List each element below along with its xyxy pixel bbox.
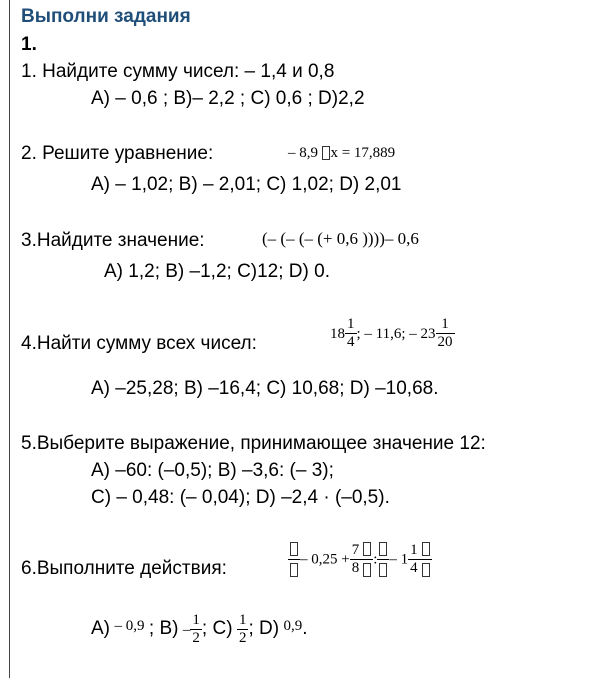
fraction: $\frac{1}{4}$ xyxy=(347,316,355,351)
fraction: $\frac{1}{4}$ xyxy=(410,541,418,576)
answers-4: A) –25,28; B) –16,4; C) 10,68; D) –10,68. xyxy=(91,378,439,399)
fraction: $\frac{1}{2}$ xyxy=(238,612,247,647)
equation-2: – 8,9 x = 17,889 xyxy=(288,145,396,161)
left-margin-line xyxy=(9,0,10,678)
fraction: $\frac{1}{20}$ xyxy=(437,316,453,351)
expression-3: (– (– (– (+ 0,6 ))))– 0,6 xyxy=(262,229,419,248)
answers-2: A) – 1,02; B) – 2,01; C) 1,02; D) 2,01 xyxy=(91,174,402,195)
task-number: 1. xyxy=(21,34,37,55)
page-title: Выполни задания xyxy=(21,6,191,27)
answers-5-line-1: A) –60: (–0,5); B) –3,6: (– 3); xyxy=(91,460,334,481)
question-6: 6.Выполните действия: xyxy=(21,558,227,579)
question-5: 5.Выберите выражение, принимающее значение 12: xyxy=(21,433,486,454)
numbers-4: 18 $\frac{1}{4}$ ; – 11,6; – 23 $\frac{1}{20}$ xyxy=(330,316,453,351)
fraction: $\frac{1}{2}$ xyxy=(192,612,200,647)
question-4: 4.Найти сумму всех чисел: xyxy=(21,333,257,354)
fraction: $\frac{7}{8}$ xyxy=(351,541,360,576)
question-1: 1. Найдите сумму чисел: – 1,4 и 0,8 xyxy=(21,61,335,82)
answers-3: A) 1,2; B) –1,2; C)12; D) 0. xyxy=(104,261,330,282)
question-3: 3.Найдите значение: xyxy=(21,230,205,251)
expression-6: – 0,25 + $\frac{7}{8}$ : – 1 $\frac{1}{4}$ xyxy=(288,540,432,579)
question-2: 2. Решите уравнение: xyxy=(21,143,214,164)
answers-1: A) – 0,6 ; B)– 2,2 ; C) 0,6 ; D)2,2 xyxy=(91,88,365,109)
answers-6: A) – 0,9 ; B) – $\frac{1}{2}$ ; C) $\frac{1}{2}$ ; D) 0,9. xyxy=(91,612,308,647)
answers-5-line-2: C) – 0,48: (– 0,04); D) –2,4 · (–0,5). xyxy=(91,487,390,508)
